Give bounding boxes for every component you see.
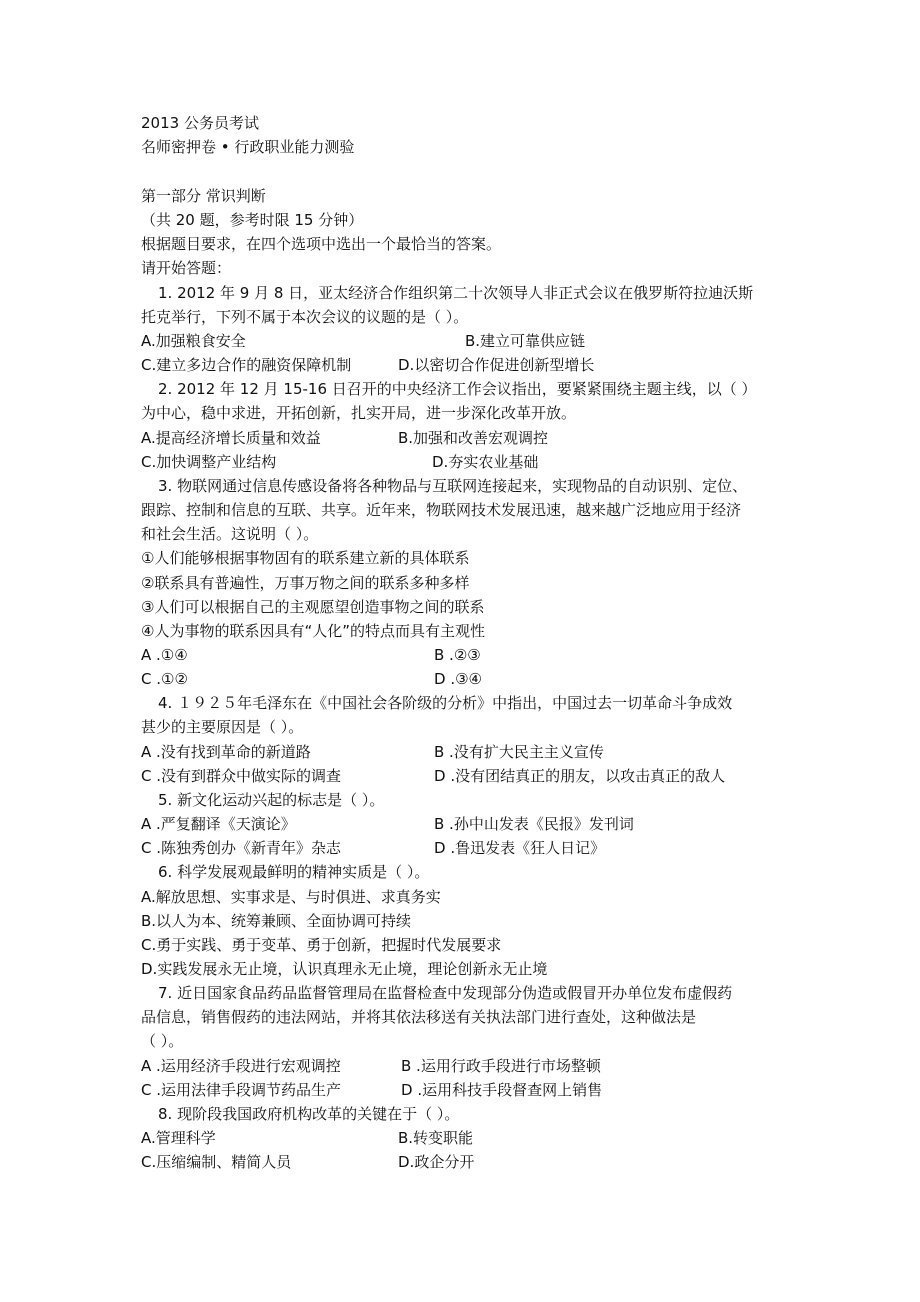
exam-subtitle: 名师密押卷 • 行政职业能力测验	[141, 138, 355, 156]
question-2-option-d: D.夯实农业基础	[432, 453, 539, 471]
question-7-stem-cont: 品信息，销售假药的违法网站，并将其依法移送有关执法部门进行查处，这种做法是	[141, 1008, 697, 1026]
question-3-option-b: B .②③	[434, 646, 481, 664]
question-3-statement-4: ④人为事物的联系因具有“人化”的特点而具有主观性	[141, 622, 485, 640]
question-7-stem-cont-2: （ ）。	[141, 1032, 184, 1050]
question-1-option-d: D.以密切合作促进创新型增长	[398, 356, 595, 374]
question-4-stem-cont: 甚少的主要原因是（ ）。	[141, 718, 304, 736]
question-4-option-c: C .没有到群众中做实际的调查	[141, 767, 342, 785]
question-8-option-a: A.管理科学	[141, 1129, 216, 1147]
question-4-option-a: A .没有找到革命的新道路	[141, 743, 311, 761]
section-title: 第一部分 常识判断	[141, 187, 266, 205]
question-2-option-b: B.加强和改善宏观调控	[398, 429, 549, 447]
question-4-option-b: B .没有扩大民主主义宣传	[434, 743, 604, 761]
question-2-stem-cont: 为中心，稳中求进，开拓创新，扎实开局，进一步深化改革开放。	[141, 404, 577, 422]
question-1-option-b: B.建立可靠供应链	[465, 332, 586, 350]
question-5-option-d: D .鲁迅发表《狂人日记》	[434, 839, 606, 857]
question-3-statement-1: ①人们能够根据事物固有的联系建立新的具体联系	[141, 549, 470, 567]
question-8-stem: 8. 现阶段我国政府机构改革的关键在于（ ）。	[158, 1105, 460, 1123]
question-2-option-c: C.加快调整产业结构	[141, 453, 277, 471]
question-5-option-b: B .孙中山发表《民报》发刊词	[434, 815, 634, 833]
question-1-stem-cont: 托克举行，下列不属于本次会议的议题的是（ ）。	[141, 308, 469, 326]
question-3-option-d: D .③④	[434, 670, 482, 688]
question-7-option-d: D .运用科技手段督查网上销售	[401, 1081, 603, 1099]
section-instruction: 根据题目要求，在四个选项中选出一个最恰当的答案。	[141, 235, 502, 253]
question-6-stem: 6. 科学发展观最鲜明的精神实质是（ ）。	[158, 863, 430, 881]
question-3-stem-cont: 跟踪、控制和信息的互联、共享。近年来，物联网技术发展迅速，越来越广泛地应用于经济	[141, 501, 742, 519]
question-6-option-c: C.勇于实践、勇于变革、勇于创新，把握时代发展要求	[141, 936, 502, 954]
question-7-stem: 7. 近日国家食品药品监督管理局在监督检查中发现部分伪造或假冒开办单位发布虚假药	[158, 984, 733, 1002]
question-2-stem: 2. 2012 年 12 月 15-16 日召开的中央经济工作会议指出，要紧紧围绕主题主线，以（ ）	[158, 380, 757, 398]
question-2-option-a: A.提高经济增长质量和效益	[141, 429, 321, 447]
question-3-statement-3: ③人们可以根据自己的主观愿望创造事物之间的联系	[141, 598, 485, 616]
question-1-option-a: A.加强粮食安全	[141, 332, 246, 350]
question-3-option-a: A .①④	[141, 646, 188, 664]
question-7-option-c: C .运用法律手段调节药品生产	[141, 1081, 342, 1099]
question-6-option-b: B.以人为本、统筹兼顾、全面协调可持续	[141, 912, 412, 930]
question-1-option-c: C.建立多边合作的融资保障机制	[141, 356, 352, 374]
question-6-option-d: D.实践发展永无止境，认识真理永无止境，理论创新永无止境	[141, 960, 548, 978]
question-4-stem: 4. １９２５年毛泽东在《中国社会各阶级的分析》中指出，中国过去一切革命斗争成效	[158, 694, 733, 712]
question-7-option-a: A .运用经济手段进行宏观调控	[141, 1057, 341, 1075]
question-3-option-c: C .①②	[141, 670, 188, 688]
question-7-option-b: B .运用行政手段进行市场整顿	[401, 1057, 601, 1075]
section-limit: （共 20 题，参考时限 15 分钟）	[141, 211, 364, 229]
section-start: 请开始答题：	[141, 259, 232, 277]
question-5-stem: 5. 新文化运动兴起的标志是（ ）。	[158, 791, 385, 809]
question-3-stem: 3. 物联网通过信息传感设备将各种物品与互联网连接起来，实现物品的自动识别、定位、	[158, 477, 748, 495]
question-5-option-a: A .严复翻译《天演论》	[141, 815, 296, 833]
question-1-stem: 1. 2012 年 9 月 8 日，亚太经济合作组织第二十次领导人非正式会议在俄罗斯符拉迪沃斯	[158, 284, 754, 302]
question-8-option-c: C.压缩编制、精简人员	[141, 1153, 292, 1171]
question-3-statement-2: ②联系具有普遍性，万事万物之间的联系多种多样	[141, 574, 470, 592]
question-4-option-d: D .没有团结真正的朋友，以攻击真正的敌人	[434, 767, 726, 785]
question-8-option-d: D.政企分开	[398, 1153, 475, 1171]
question-8-option-b: B.转变职能	[398, 1129, 474, 1147]
question-5-option-c: C .陈独秀创办《新青年》杂志	[141, 839, 342, 857]
question-3-stem-cont-2: 和社会生活。这说明（ ）。	[141, 525, 319, 543]
exam-year-title: 2013 公务员考试	[141, 114, 259, 132]
question-6-option-a: A.解放思想、实事求是、与时俱进、求真务实	[141, 888, 441, 906]
